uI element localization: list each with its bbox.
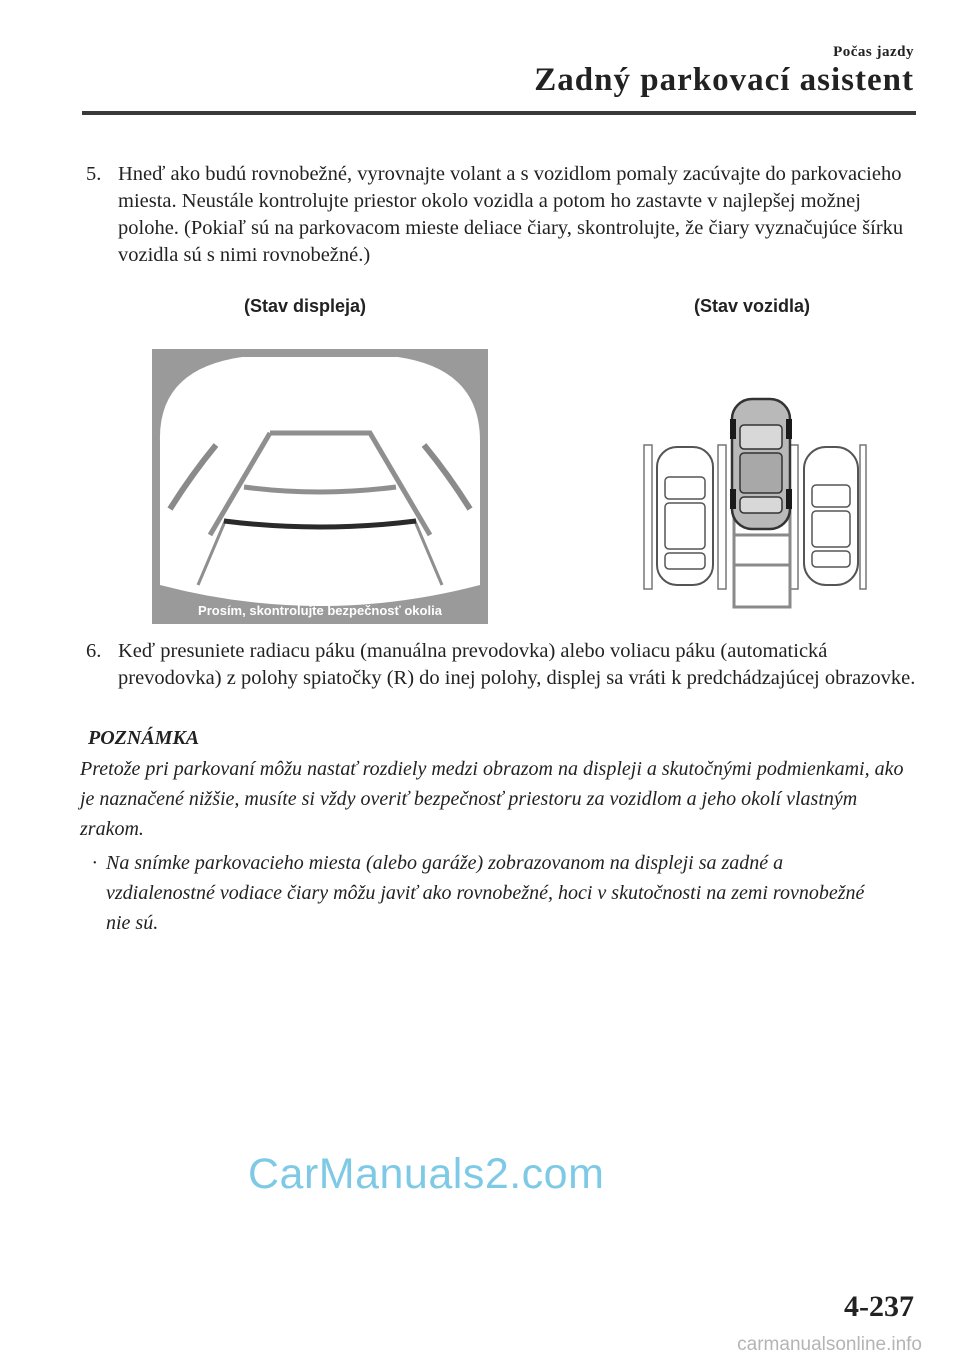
note-title: POZNÁMKA [88,727,200,749]
step-number: 6. [86,640,102,662]
section-label: Počas jazdy [833,44,914,60]
step-number: 5. [86,163,102,185]
camera-view [160,357,480,606]
display-caption: (Stav displeja) [244,296,367,316]
note-body: Pretože pri parkovaní môžu nastať rozdiely medzi obrazom na displeji a skutočnými podmienkami, ako je naznačené nižšie, musíte si vždy overiť bezpečnosť priestoru za vozidlom a jeho okolí vlastným zrakom. [80,758,904,840]
vehicle-state-illustration [640,395,868,613]
watermark: CarManuals2.com [248,1150,605,1198]
step-text: Keď presuniete radiacu páku (manuálna prevodovka) alebo voliacu páku (automatická prevodovka) z polohy spiatočky (R) do inej polohy, displej sa vráti k predchádzajúcej obrazovke. [118,640,916,689]
parking-line [718,445,726,589]
header-divider [82,111,916,115]
page-number: 4-237 [844,1290,914,1323]
parked-car-left [657,447,713,585]
own-vehicle [730,399,792,529]
bullet-text: Na snímke parkovacieho miesta (alebo garáže) zobrazovanom na displeji sa zadné a vzdialenostné vodiace čiary môžu javiť ako rovnobežné, hoci v skutočnosti na zemi rovnobežné nie sú. [106,852,865,934]
display-message: Prosím, skontrolujte bezpečnosť okolia [198,603,442,618]
source-site: carmanualsonline.info [737,1334,922,1355]
step-6 [86,638,918,692]
vehicle-caption: (Stav vozidla) [694,296,811,316]
page-title: Zadný parkovací asistent [534,62,914,98]
bullet-dot: · [92,852,97,874]
camera-display-illustration [152,349,488,624]
parking-line [860,445,866,589]
parked-car-right [804,447,858,585]
step-5 [86,161,918,269]
parking-line [644,445,652,589]
step-text: Hneď ako budú rovnobežné, vyrovnajte volant a s vozidlom pomaly zacúvajte do parkovacieho miesta. Neustále kontrolujte priestor okolo vozidla a potom ho zastavte v najlepšej možnej polohe. (Pokiaľ sú na parkovacom mieste deliace čiary, skontrolujte, že čiary vyznačujúce šírku vozidla sú s nimi rovnobežné.) [118,163,904,266]
note-bullet [92,848,892,938]
